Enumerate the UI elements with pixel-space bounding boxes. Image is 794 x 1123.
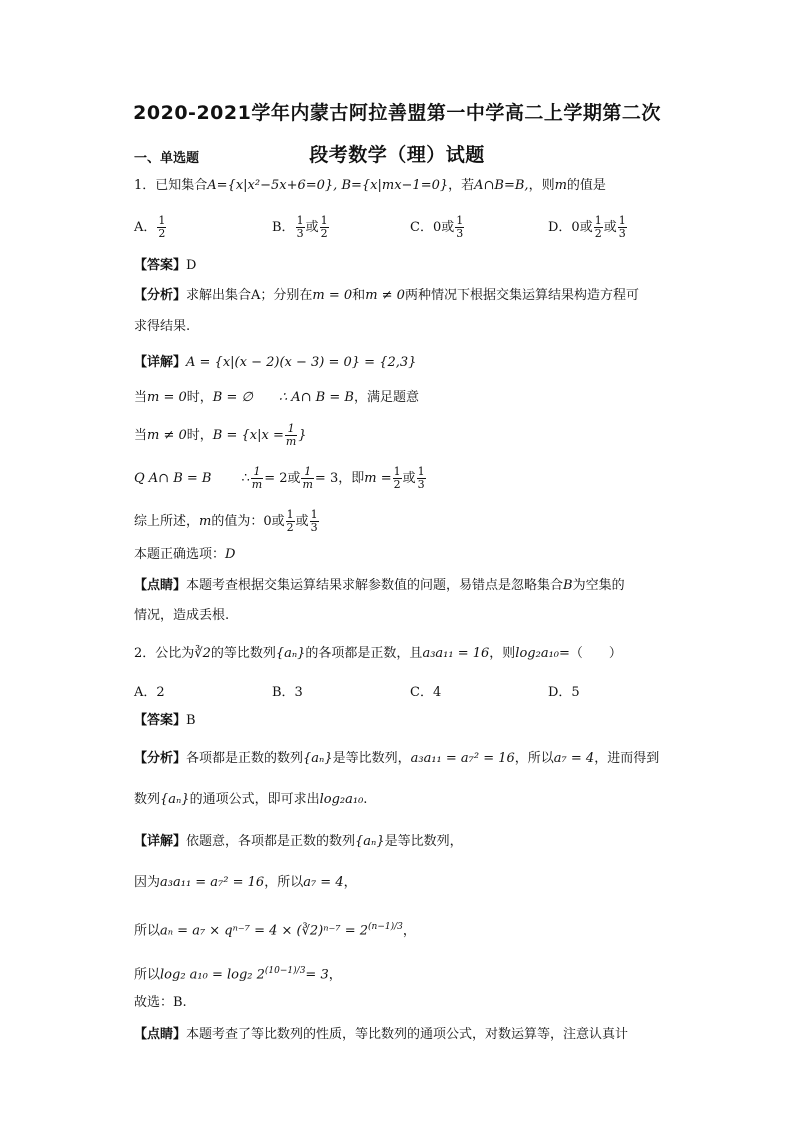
q1-option-a <box>134 215 167 240</box>
text: . <box>363 792 368 807</box>
math: D <box>225 547 236 562</box>
text: 是等比数列， <box>384 834 463 849</box>
page-title-line1: 2020-2021学年内蒙古阿拉善盟第一中学高二上学期第二次 <box>133 102 661 124</box>
text: 所以 <box>134 967 161 983</box>
math: B = {x|x = <box>212 428 284 443</box>
text: 所以 <box>134 923 161 939</box>
numerator: 1 <box>456 214 464 227</box>
q1-detail-case2 <box>134 423 307 448</box>
q1-detail-line4 <box>134 466 427 491</box>
text: 数列 <box>134 792 161 807</box>
q2-answer <box>134 712 196 730</box>
text: ，进而得到 <box>594 751 660 766</box>
q2-stem <box>134 645 622 663</box>
q2-comment <box>134 1026 628 1044</box>
text: 综上所述， <box>134 514 200 529</box>
q2-option-b: B．3 <box>272 685 303 700</box>
numerator: 1 <box>251 466 263 479</box>
q2-choose: 故选：B. <box>134 995 187 1010</box>
denominator: m <box>285 435 297 448</box>
math: log₂a₁₀ <box>319 792 364 807</box>
fraction <box>310 509 319 534</box>
q1-stem-suffix: ，则 <box>528 178 555 193</box>
q1-stem-var: m <box>554 178 567 193</box>
q1-stem-cond: A∩B=B, <box>474 178 529 193</box>
analysis-tag: 【分析】 <box>134 288 187 303</box>
q2-option-d: D．5 <box>548 685 580 700</box>
q1-option-b <box>272 215 330 240</box>
or-text: 或 <box>603 220 617 235</box>
math: m ≠ 0 <box>147 428 187 443</box>
denominator: 2 <box>320 227 328 240</box>
fraction <box>285 423 297 448</box>
text: 时， <box>186 390 213 405</box>
math: } <box>298 428 307 443</box>
text: 本题正确选项： <box>134 547 226 562</box>
numerator: 1 <box>285 423 297 436</box>
text: 为空集的 <box>572 578 625 593</box>
denominator: 3 <box>417 478 425 491</box>
fraction <box>301 466 313 491</box>
answer-value: B <box>186 713 196 728</box>
answer-tag: 【答案】 <box>134 713 187 728</box>
text: ，所以 <box>264 875 304 890</box>
text: 或 <box>402 471 416 486</box>
fraction <box>296 215 305 240</box>
math: ∛2 <box>194 646 211 661</box>
q1-stem-mid: ，若 <box>448 178 475 193</box>
q1-answer <box>134 257 196 275</box>
numerator: 1 <box>417 465 425 478</box>
text: 本题考查了等比数列的性质，等比数列的通项公式，对数运算等，注意认真计 <box>186 1027 629 1042</box>
q2-option-c: C．4 <box>410 685 442 700</box>
numerator: 1 <box>594 214 602 227</box>
math: {aₙ} <box>160 792 190 807</box>
q2-detail-line1 <box>134 833 463 851</box>
text: 的值为：0或 <box>211 514 285 529</box>
comment-tag: 【点睛】 <box>134 578 187 593</box>
denominator: m <box>251 478 263 491</box>
numerator: 1 <box>320 214 328 227</box>
text: 本题考查根据交集运算结果求解参数值的问题，易错点是忽略集合 <box>186 578 564 593</box>
math: a₇ = 4 <box>303 875 344 890</box>
text: 当 <box>134 390 148 405</box>
option-label: C．0或 <box>410 220 455 235</box>
text: 依题意，各项都是正数的数列 <box>186 834 356 849</box>
text: ， <box>402 923 416 939</box>
numerator: 1 <box>286 508 294 521</box>
text: 因为 <box>134 875 161 890</box>
q1-analysis-line2: 求得结果. <box>134 319 191 334</box>
text: ，即 <box>338 471 365 486</box>
text: 或 <box>295 514 309 529</box>
fraction <box>157 215 166 240</box>
denominator: m <box>302 478 313 491</box>
math: A = {x|(x − 2)(x − 3) = 0} = {2,3} <box>186 355 417 370</box>
math: m = 0 <box>312 288 353 303</box>
numerator: 1 <box>301 466 313 479</box>
text: ， <box>328 967 342 983</box>
denominator: 2 <box>594 227 602 240</box>
option-label: D．0或 <box>548 220 593 235</box>
q1-analysis-line1 <box>134 287 639 305</box>
numerator: 1 <box>296 214 304 227</box>
text: ，所以 <box>514 751 554 766</box>
math: B = ∅ <box>212 390 253 405</box>
text: =（ ） <box>559 646 622 661</box>
q1-stem-prefix: 1．已知集合 <box>134 178 208 193</box>
section-heading: 一、单选题 <box>134 151 200 166</box>
comment-tag: 【点睛】 <box>134 1027 187 1042</box>
math: log₂ a₁₀ = log₂ 2 <box>160 967 265 983</box>
analysis-tag: 【分析】 <box>134 751 187 766</box>
text: 当 <box>134 428 148 443</box>
q1-summary <box>134 509 320 534</box>
q2-analysis-line2 <box>134 791 367 809</box>
math: = 2或 <box>264 471 301 486</box>
fraction <box>417 466 426 491</box>
option-label: A． <box>134 220 157 235</box>
text: 2．公比为 <box>134 646 195 661</box>
fraction <box>251 466 263 491</box>
math: B <box>563 578 573 593</box>
numerator: 1 <box>393 465 401 478</box>
q1-option-c <box>410 215 465 240</box>
q1-correct <box>134 546 235 564</box>
denominator: 2 <box>158 227 166 240</box>
math: aₙ = a₇ × qⁿ⁻⁷ = 4 × (∛2)ⁿ⁻⁷ = 2 <box>160 923 369 939</box>
math: m <box>199 514 212 529</box>
math: a₇ = 4 <box>553 751 595 766</box>
math: a₃a₁₁ = a₇² = 16 <box>410 751 515 766</box>
fraction <box>618 215 627 240</box>
text: 的等比数列 <box>210 646 276 661</box>
fraction <box>455 215 464 240</box>
q1-stem-end: 的值是 <box>566 178 606 193</box>
fraction <box>320 215 329 240</box>
answer-value: D <box>186 258 197 273</box>
text: ，满足题意 <box>353 390 419 405</box>
numerator: 1 <box>618 214 626 227</box>
math: {aₙ} <box>355 834 385 849</box>
math: a₃a₁₁ = 16 <box>422 646 490 661</box>
text: 各项都是正数的数列 <box>186 751 304 766</box>
math: {aₙ} <box>303 751 333 766</box>
option-label: B． <box>272 220 295 235</box>
q2-analysis-line1 <box>134 750 659 768</box>
detail-tag: 【详解】 <box>134 834 187 849</box>
text: 的通项公式，即可求出 <box>189 792 320 807</box>
numerator: 1 <box>310 508 318 521</box>
math: = 3 <box>305 967 329 983</box>
text: ， <box>343 875 357 890</box>
or-text: 或 <box>305 220 319 235</box>
denominator: 2 <box>286 521 294 534</box>
denominator: 3 <box>310 521 318 534</box>
q1-detail-case1 <box>134 389 419 407</box>
q2-detail-line3 <box>134 918 416 940</box>
math: Q A∩ B = B <box>134 471 212 486</box>
text: 的各项都是正数，且 <box>305 646 423 661</box>
q1-comment-line1 <box>134 577 625 595</box>
text: 和 <box>352 288 366 303</box>
text: 是等比数列， <box>332 751 411 766</box>
denominator: 2 <box>393 478 401 491</box>
math: = 3 <box>314 471 339 486</box>
q1-stem <box>134 177 606 195</box>
q1-comment-line2: 情况，造成丢根. <box>134 608 230 623</box>
denominator: 3 <box>456 227 464 240</box>
q1-detail-line1 <box>134 354 416 372</box>
text: ，则 <box>489 646 516 661</box>
math: m = <box>364 471 392 486</box>
math: m ≠ 0 <box>365 288 405 303</box>
analysis-text: 两种情况下根据交集运算结果构造方程可 <box>404 288 639 303</box>
math: ∴ <box>241 471 250 486</box>
q2-detail-line4 <box>134 962 342 984</box>
math: a₃a₁₁ = a₇² = 16 <box>160 875 265 890</box>
fraction <box>286 509 295 534</box>
math: {aₙ} <box>275 646 306 661</box>
math: ∴ A∩ B = B <box>278 390 354 405</box>
answer-tag: 【答案】 <box>134 258 187 273</box>
fraction <box>393 466 402 491</box>
math: m = 0 <box>147 390 187 405</box>
denominator: 3 <box>618 227 626 240</box>
math: log₂a₁₀ <box>515 646 559 661</box>
exponent: (n−1)/3 <box>368 922 403 932</box>
fraction <box>594 215 603 240</box>
denominator: 3 <box>296 227 304 240</box>
q1-option-d <box>548 215 628 240</box>
q1-stem-math: A={x|x²−5x+6=0}, B={x|mx−1=0} <box>207 178 449 193</box>
exponent: (10−1)/3 <box>264 966 306 976</box>
q2-detail-line2 <box>134 874 357 892</box>
text: 时， <box>186 428 213 443</box>
numerator: 1 <box>158 214 166 227</box>
q2-option-a: A．2 <box>134 685 165 700</box>
analysis-text: 求解出集合A；分别在 <box>186 288 313 303</box>
page-title-line2: 段考数学（理）试题 <box>309 144 485 166</box>
detail-tag: 【详解】 <box>134 355 187 370</box>
